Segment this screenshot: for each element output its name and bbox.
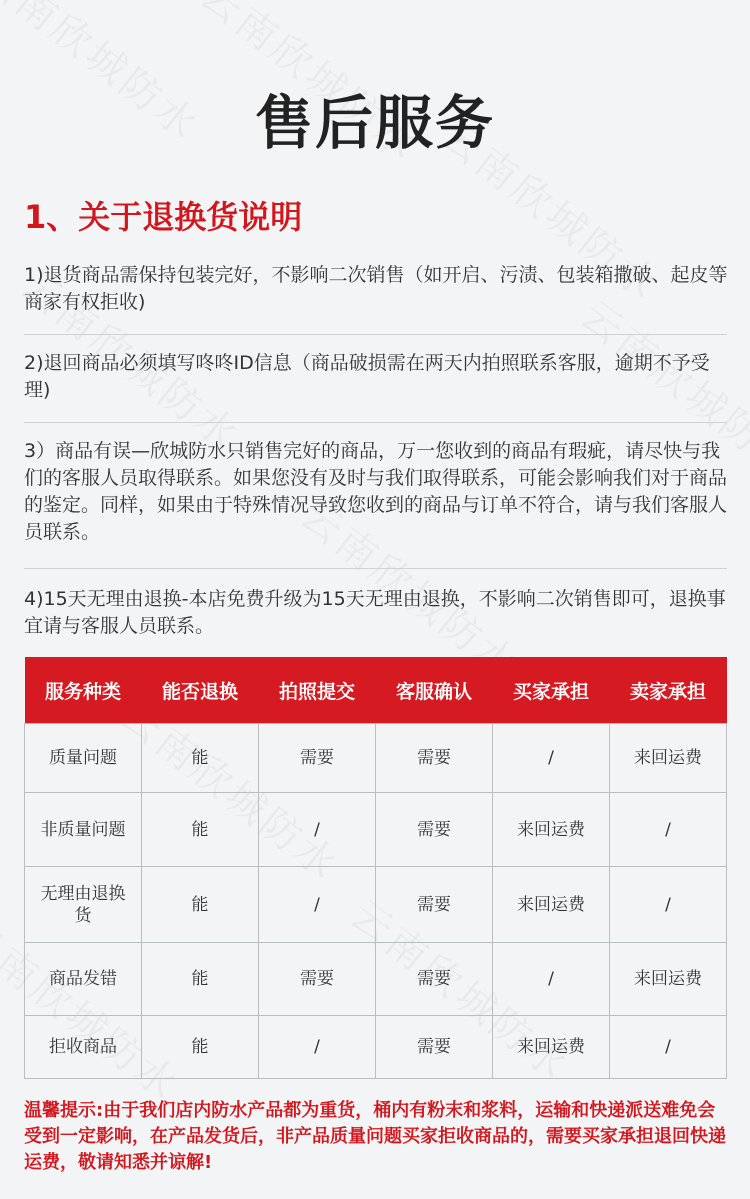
divider (24, 422, 727, 423)
table-cell: 来回运费 (493, 867, 610, 943)
table-cell: 质量问题 (25, 724, 142, 793)
service-table (24, 657, 727, 1079)
table-row (25, 943, 727, 1016)
table-cell: 来回运费 (610, 943, 727, 1016)
table-cell: 来回运费 (493, 1016, 610, 1079)
table-cell: 商品发错 (25, 943, 142, 1016)
table-cell: 需要 (259, 724, 376, 793)
table-cell: / (610, 793, 727, 867)
table-cell: 需要 (376, 724, 493, 793)
page-title: 售后服务 (254, 89, 495, 157)
header-service-type: 服务种类 (25, 657, 142, 724)
header-returnable: 能否退换 (142, 657, 259, 724)
table-cell: 无理由退换货 (25, 867, 142, 943)
table-cell: 能 (142, 724, 259, 793)
header-buyer-pays: 买家承担 (493, 657, 610, 724)
table-cell: / (259, 867, 376, 943)
table-cell: 需要 (376, 867, 493, 943)
header-cs-confirm: 客服确认 (376, 657, 493, 724)
table-cell: / (259, 1016, 376, 1079)
table-row (25, 793, 727, 867)
policy-paragraph-2: 2)退回商品必须填写咚咚ID信息（商品破损需在两天内拍照联系客服，逾期不予受理) (24, 352, 710, 401)
header-photo-submit: 拍照提交 (259, 657, 376, 724)
divider (24, 568, 727, 569)
table-header-row (25, 657, 727, 724)
table-cell: 能 (142, 867, 259, 943)
table-cell: 能 (142, 1016, 259, 1079)
table-row (25, 867, 727, 943)
table-cell: / (493, 943, 610, 1016)
divider (24, 334, 727, 335)
table-cell: 需要 (376, 1016, 493, 1079)
table-cell: 来回运费 (610, 724, 727, 793)
table-cell: / (493, 724, 610, 793)
table-cell: 来回运费 (493, 793, 610, 867)
policy-paragraph-3: 3）商品有误—欣城防水只销售完好的商品，万一您收到的商品有瑕疵，请尽快与我们的客服人员取得联系。如果您没有及时与我们取得联系，可能会影响我们对于商品的鉴定。同样，如果由于特殊情况导致您收到的商品与订单不符合，请与我们客服人员联系。 (24, 440, 728, 543)
table-row (25, 724, 727, 793)
policy-paragraph-1: 1)退货商品需保持包装完好，不影响二次销售（如开启、污渍、包装箱撒破、起皮等商家有权拒收) (24, 264, 728, 313)
table-cell: / (259, 793, 376, 867)
table-cell: 非质量问题 (25, 793, 142, 867)
table-cell: 能 (142, 793, 259, 867)
section-title: 1、关于退换货说明 (24, 198, 303, 236)
header-seller-pays: 卖家承担 (610, 657, 727, 724)
table-cell: / (610, 867, 727, 943)
table-cell: / (610, 1016, 727, 1079)
table-cell: 拒收商品 (25, 1016, 142, 1079)
table-cell: 需要 (259, 943, 376, 1016)
table-cell: 需要 (376, 943, 493, 1016)
policy-paragraph-4: 4)15天无理由退换-本店免费升级为15天无理由退换，不影响二次销售即可，退换事宜请与客服人员联系。 (24, 588, 726, 637)
table-row (25, 1016, 727, 1079)
table-cell: 需要 (376, 793, 493, 867)
table-cell: 能 (142, 943, 259, 1016)
warm-tip-note: 温馨提示:由于我们店内防水产品都为重货，桶内有粉末和浆料，运输和快递派送难免会受到一定影响，在产品发货后，非产品质量问题买家拒收商品的，需要买家承担退回快递运费，敬请知悉并谅解! (24, 1100, 726, 1173)
